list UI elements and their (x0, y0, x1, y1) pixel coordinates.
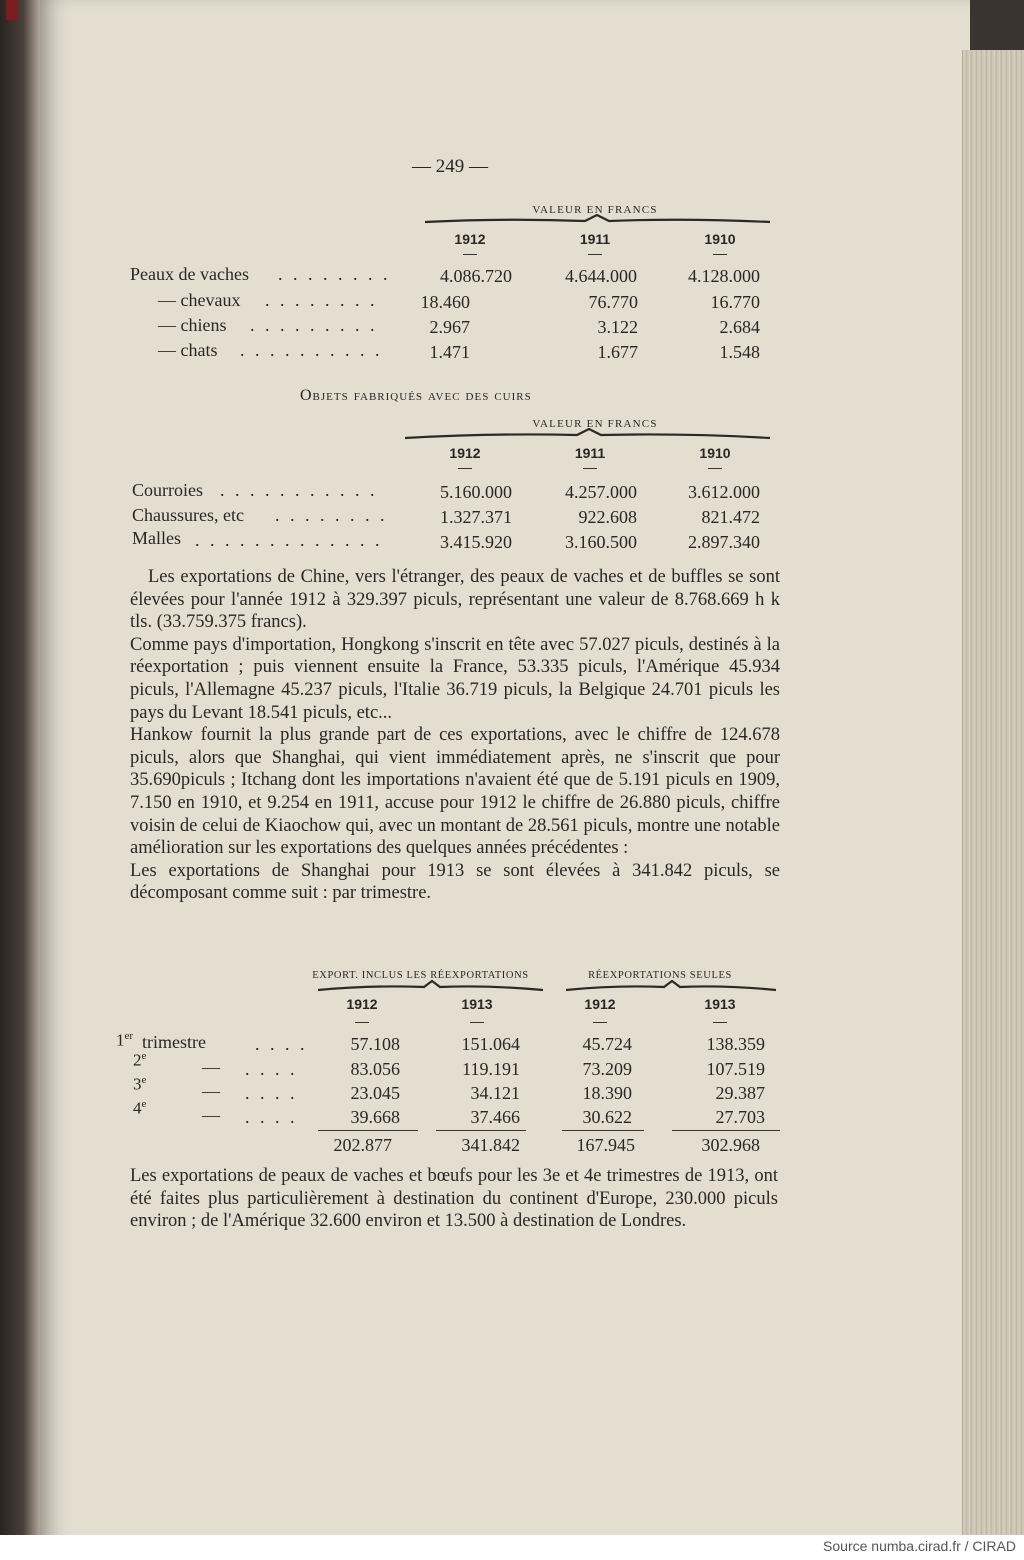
year-dash (470, 1022, 484, 1023)
value-1910: 4.128.000 (688, 266, 760, 286)
value: 45.724 (582, 1034, 632, 1054)
paragraph: Les exportations de Chine, vers l'étranger, des peaux de vaches et de buffles se sont élevées pour l'année 1912 à 329.397 piculs, représentant une valeur de 8.768.669 h k tls. (33.759.375 francs). (130, 567, 780, 633)
value-1912: 18.460 (420, 292, 470, 312)
row-label: — (202, 1081, 220, 1101)
year-dash (708, 468, 722, 469)
year-dash (593, 1022, 607, 1023)
section-title: Objets fabriqués avec des cuirs (300, 387, 532, 404)
row-label: Malles (132, 528, 181, 548)
value: 37.466 (470, 1107, 520, 1127)
table2-year-1910: 1910 (699, 445, 731, 461)
row-label: Peaux de vaches (130, 264, 249, 284)
value: 107.519 (706, 1059, 765, 1079)
value-1910: 2.897.340 (688, 532, 760, 552)
table3-year: 1913 (704, 996, 736, 1012)
value-1912: 2.967 (429, 317, 470, 337)
total: 341.842 (461, 1135, 520, 1155)
value: 18.390 (582, 1083, 632, 1103)
leader-dots: . . . . . . . . (265, 290, 378, 310)
body-text (130, 566, 780, 905)
row-label: — chiens (158, 315, 227, 335)
value: 23.045 (350, 1083, 400, 1103)
value: 83.056 (350, 1059, 400, 1079)
value: 39.668 (350, 1107, 400, 1127)
row-label: Courroies (132, 480, 203, 500)
leader-dots: . . . . . . . . . . (240, 340, 383, 360)
value: 151.064 (461, 1034, 520, 1054)
value-1911: 1.677 (597, 342, 638, 362)
closing-paragraph: Les exportations de peaux de vaches et bœufs pour les 3e et 4e trimestres de 1913, ont été faites plus particulièrement à destination du continent d'Europe, 230.000 piculs environ ; de l'Amérique 32.600 environ et 13.500 à destination de Londres. (130, 1166, 778, 1232)
total: 202.877 (333, 1135, 392, 1155)
table3-brace-all (318, 980, 543, 994)
sum-rule (672, 1130, 780, 1131)
value: 27.703 (715, 1107, 765, 1127)
table1-year-1911: 1911 (579, 231, 611, 247)
value-1912: 4.086.720 (440, 266, 512, 286)
leader-dots: . . . . (245, 1083, 298, 1103)
value-1912: 5.160.000 (440, 482, 512, 502)
page-number: — 249 — (412, 156, 488, 177)
table3-group-header-reexport: RÉEXPORTATIONS SEULES (588, 970, 732, 981)
row-label: trimestre (142, 1032, 206, 1052)
row-ordinal: 1er (116, 1030, 134, 1050)
leader-dots: . . . . (255, 1034, 308, 1054)
value: 138.359 (706, 1034, 765, 1054)
sum-rule (318, 1130, 418, 1131)
table1-brace (425, 214, 770, 228)
leader-dots: . . . . (245, 1059, 298, 1079)
value-1910: 3.612.000 (688, 482, 760, 502)
page-edges (962, 50, 1024, 1560)
paragraph: Les exportations de Shanghai pour 1913 se sont élevées à 341.842 piculs, se décomposant comme suit : par trimestre. (130, 860, 780, 904)
value: 34.121 (470, 1083, 520, 1103)
paragraph: Hankow fournit la plus grande part de ces exportations, avec le chiffre de 124.678 piculs, alors que Shanghai, qui vient immédiatement après, ne s'inscrit que pour 35.690piculs ; Itchang dont les importations n'avaient été que de 5.191 piculs en 1909, 7.150 en 1910, et 9.254 en 1911, accuse pour 1912 le chiffre de 26.880 piculs, chiffre voisin de celui de Kiaochow qui, avec un montant de 28.561 piculs, montre une notable amélioration sur les exportations des quelques années précédentes : (130, 725, 780, 859)
table3-group-header-all: EXPORT. INCLUS LES RÉEXPORTATIONS (312, 970, 529, 981)
row-label: — chevaux (158, 290, 241, 310)
source-credit: Source numba.cirad.fr / CIRAD (823, 1538, 1016, 1554)
row-label: — (202, 1105, 220, 1125)
row-ordinal: 3e (133, 1074, 147, 1094)
table2-year-1911: 1911 (574, 445, 606, 461)
value-1910: 1.548 (719, 342, 760, 362)
paragraph: Comme pays d'importation, Hongkong s'inscrit en tête avec 57.027 piculs, destinés à la réexportation ; puis viennent ensuite la France, 53.335 piculs, l'Amérique 45.934 piculs, l'Allemagne 45.237 piculs, l'Italie 36.719 piculs, la Belgique 24.701 piculs les pays du Levant 18.541 piculs, etc... (130, 634, 780, 723)
leader-dots: . . . . (245, 1107, 298, 1127)
year-dash (458, 468, 472, 469)
year-dash (463, 254, 477, 255)
total: 167.945 (576, 1135, 635, 1155)
value-1911: 76.770 (588, 292, 638, 312)
table3-brace-reexport (566, 980, 776, 994)
sum-rule (562, 1130, 644, 1131)
row-label: — chats (158, 340, 218, 360)
row-ordinal: 4e (133, 1098, 147, 1118)
table2-year-1912: 1912 (449, 445, 481, 461)
value-1912: 3.415.920 (440, 532, 512, 552)
leader-dots: . . . . . . . . . (250, 315, 378, 335)
year-dash (583, 468, 597, 469)
year-dash (713, 254, 727, 255)
value-1911: 4.644.000 (565, 266, 637, 286)
value-1910: 821.472 (701, 507, 760, 527)
value-1911: 4.257.000 (565, 482, 637, 502)
row-label: Chaussures, etc (132, 505, 244, 525)
value-1910: 16.770 (710, 292, 760, 312)
value-1911: 3.160.500 (565, 532, 637, 552)
year-dash (355, 1022, 369, 1023)
table2-header: VALEUR EN FRANCS (532, 418, 658, 430)
table2-brace (405, 428, 770, 442)
value: 57.108 (350, 1034, 400, 1054)
value-1912: 1.471 (429, 342, 470, 362)
bookmark-ribbon (6, 0, 18, 20)
value: 119.191 (462, 1059, 520, 1079)
value: 73.209 (582, 1059, 632, 1079)
row-ordinal: 2e (133, 1050, 147, 1070)
leader-dots: . . . . . . . . (275, 505, 388, 525)
table3-year: 1912 (584, 996, 616, 1012)
value-1911: 922.608 (578, 507, 637, 527)
year-dash (588, 254, 602, 255)
row-label: — (202, 1057, 220, 1077)
value-1912: 1.327.371 (440, 507, 512, 527)
table3-year: 1912 (346, 996, 378, 1012)
leader-dots: . . . . . . . . . . . (220, 480, 378, 500)
table1-year-1910: 1910 (704, 231, 736, 247)
value-1910: 2.684 (719, 317, 760, 337)
leader-dots: . . . . . . . . . . . . . (195, 530, 383, 550)
total: 302.968 (701, 1135, 760, 1155)
year-dash (713, 1022, 727, 1023)
value: 30.622 (582, 1107, 632, 1127)
table1-header: VALEUR EN FRANCS (532, 204, 658, 216)
table3-year: 1913 (461, 996, 493, 1012)
leader-dots: . . . . . . . . (278, 264, 391, 284)
sum-rule (436, 1130, 526, 1131)
value: 29.387 (715, 1083, 765, 1103)
value-1911: 3.122 (597, 317, 638, 337)
table1-year-1912: 1912 (454, 231, 486, 247)
